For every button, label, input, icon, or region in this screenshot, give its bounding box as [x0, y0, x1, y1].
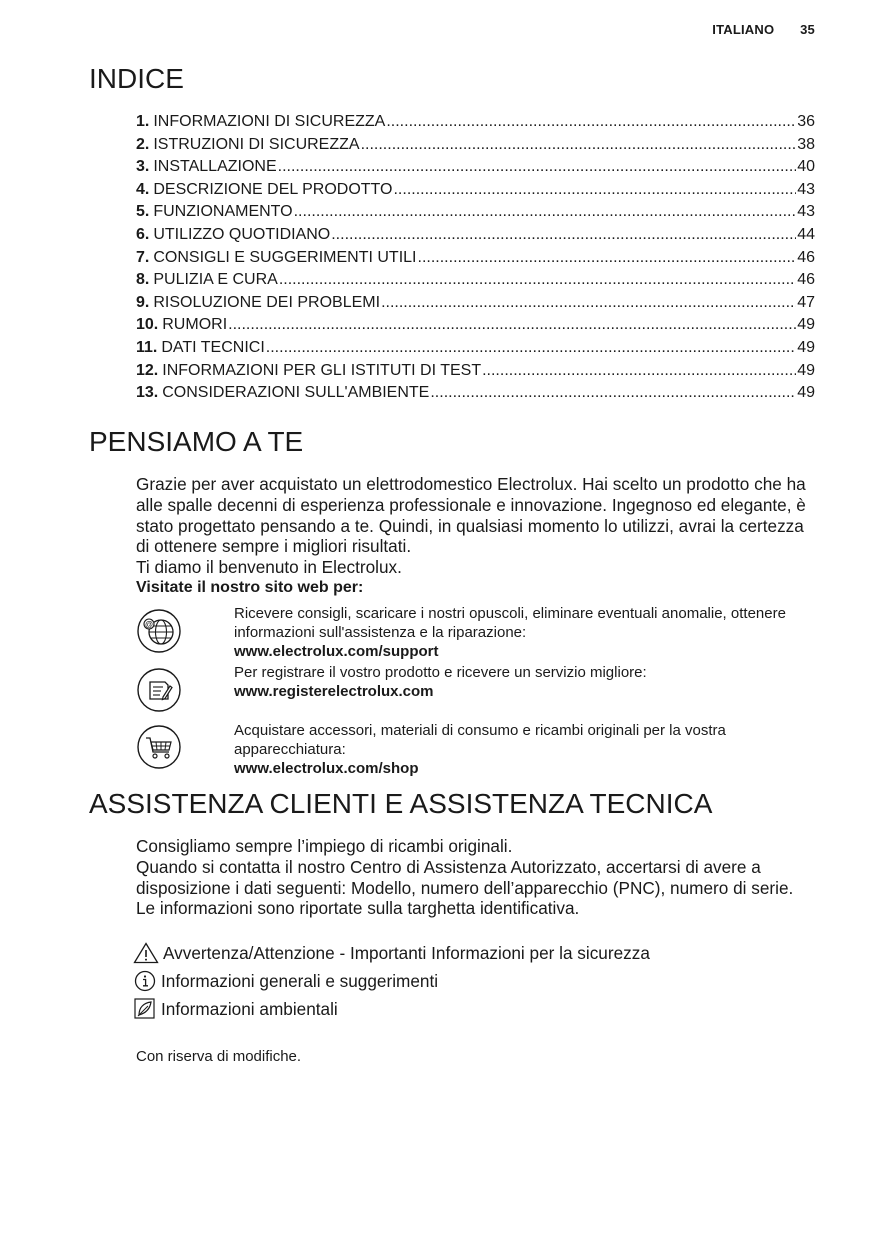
intro-paragraph: Grazie per aver acquistato un elettrodomestico Electrolux. Hai scelto un prodotto che ha alle spalle decenni di esperienza professionale e innovazione. Ingegnoso ed elegante, è stato progettato pensando a te. Quindi, in qualsiasi momento lo utilizzi, avrai la certezza di ottenere sempre i migliori risultati. [136, 474, 806, 557]
globe-icon [136, 608, 182, 654]
toc-item[interactable]: 12. INFORMAZIONI PER GLI ISTITUTI DI TEST ..... 49 [136, 360, 815, 383]
toc-page: 43 [797, 203, 815, 221]
toc-label: FUNZIONAMENTO [153, 203, 293, 221]
legend-text: Informazioni ambientali [161, 998, 338, 1019]
toc-page: 49 [797, 338, 815, 356]
language-label: ITALIANO [712, 22, 775, 37]
section-title-indice: INDICE [89, 63, 184, 94]
section-title-pensiamo: PENSIAMO A TE [89, 426, 304, 457]
toc-page: 46 [797, 271, 815, 289]
toc-item[interactable]: 11. DATI TECNICI ..... 49 [136, 337, 815, 360]
service-line: Quando si contatta il nostro Centro di Assistenza Autorizzato, accertarsi di avere a disposizione i dati seguenti: Modello, numero dell’apparecchio (PNC), numero di serie. [136, 856, 794, 898]
warning-icon [133, 942, 159, 964]
service-line: Consigliamo sempre l’impiego di ricambi originali. [136, 836, 513, 856]
support-link[interactable]: www.electrolux.com/support [234, 643, 439, 660]
legend-text: Informazioni generali e suggerimenti [161, 970, 439, 991]
legend-info [133, 970, 813, 992]
shop-link[interactable]: www.electrolux.com/shop [234, 760, 419, 777]
toc-item[interactable]: 8. PULIZIA E CURA ..... 46 [136, 269, 815, 292]
toc-label: RISOLUZIONE DEI PROBLEMI [153, 293, 381, 311]
toc-label: ISTRUZIONI DI SICUREZZA [153, 135, 360, 153]
welcome-text: Ti diamo il benvenuto in Electrolux. [136, 557, 402, 578]
footer-note: Con riserva di modifiche. [136, 1048, 302, 1065]
toc-label: CONSIGLI E SUGGERIMENTI UTILI [153, 248, 417, 266]
leaf-icon [133, 998, 157, 1020]
legend-text: Avvertenza/Attenzione - Importanti Informazioni per la sicurezza [163, 942, 650, 963]
toc-item[interactable]: 10. RUMORI ..... 49 [136, 314, 815, 337]
toc-page: 47 [797, 293, 815, 311]
web-item-text: Acquistare accessori, materiali di consumo e ricambi originali per la vostra apparecchiatura: [234, 722, 726, 758]
legend-environment [133, 998, 813, 1020]
service-line: Le informazioni sono riportate sulla targhetta identificativa. [136, 898, 580, 919]
toc-page: 44 [797, 225, 815, 243]
section-title-assistenza: ASSISTENZA CLIENTI E ASSISTENZA TECNICA [89, 788, 713, 819]
toc-item[interactable]: 3. INSTALLAZIONE ..... 40 [136, 156, 815, 179]
visit-label: Visitate il nostro sito web per: [136, 578, 364, 596]
toc-item[interactable]: 6. UTILIZZO QUOTIDIANO ..... 44 [136, 224, 815, 247]
toc-page: 49 [797, 361, 815, 379]
toc-label: INFORMAZIONI DI SICUREZZA [153, 113, 386, 130]
toc-item[interactable]: 9. RISOLUZIONE DEI PROBLEMI ..... 47 [136, 292, 815, 315]
toc-page: 46 [797, 248, 815, 266]
register-icon [136, 667, 182, 713]
web-item-text: Ricevere consigli, scaricare i nostri opuscoli, eliminare eventuali anomalie, ottenere informazioni sull'assistenza e la riparazione: [234, 605, 786, 641]
toc-item[interactable]: 13. CONSIDERAZIONI SULL'AMBIENTE ..... 49 [136, 382, 815, 405]
toc-page: 49 [797, 316, 815, 334]
web-item-text: Per registrare il vostro prodotto e ricevere un servizio migliore: [234, 664, 647, 681]
toc-item[interactable]: 2. ISTRUZIONI DI SICUREZZA ..... 38 [136, 134, 815, 157]
toc-item[interactable]: 7. CONSIGLI E SUGGERIMENTI UTILI ..... 46 [136, 247, 815, 270]
legend-warning [133, 942, 813, 964]
toc-label: UTILIZZO QUOTIDIANO [153, 225, 331, 243]
toc-page: 38 [797, 135, 815, 153]
shopping-cart-icon [136, 724, 182, 770]
toc-page: 40 [797, 158, 815, 176]
toc-page: 49 [797, 384, 815, 402]
toc-page: 43 [797, 180, 815, 198]
toc-item[interactable]: 4. DESCRIZIONE DEL PRODOTTO ..... 43 [136, 179, 815, 202]
toc-item[interactable]: 1. INFORMAZIONI DI SICUREZZA ..... 36 [136, 111, 815, 134]
page-number: 35 [800, 22, 815, 37]
toc-label: DATI TECNICI [161, 338, 265, 356]
toc-label: INFORMAZIONI PER GLI ISTITUTI DI TEST [162, 361, 482, 379]
toc-label: PULIZIA E CURA [153, 271, 278, 289]
service-section [136, 836, 816, 919]
intro-section [136, 474, 816, 599]
table-of-contents [136, 111, 815, 405]
toc-item[interactable]: 5. FUNZIONAMENTO ..... 43 [136, 201, 815, 224]
toc-page: 36 [797, 113, 815, 130]
page-header [712, 22, 815, 37]
svg-text:@: @ [145, 620, 153, 629]
toc-label: RUMORI [162, 316, 228, 334]
toc-label: DESCRIZIONE DEL PRODOTTO [153, 180, 393, 198]
register-link[interactable]: www.registerelectrolux.com [234, 683, 434, 700]
toc-label: INSTALLAZIONE [153, 158, 277, 176]
info-icon [133, 970, 157, 992]
toc-label: CONSIDERAZIONI SULL'AMBIENTE [162, 384, 430, 402]
